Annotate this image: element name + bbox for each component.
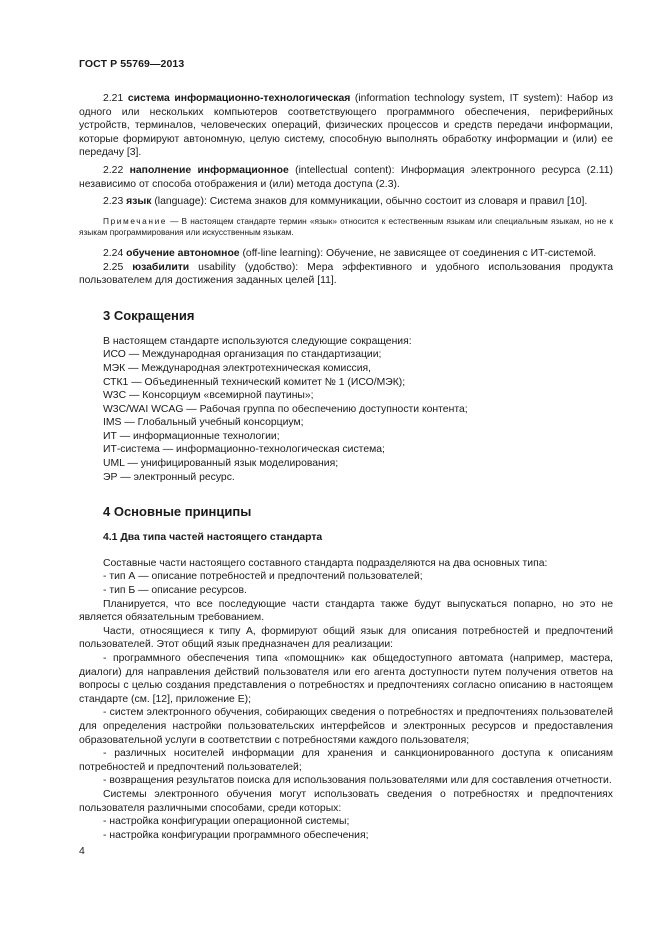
- abbreviation-item: ИТ-система — информационно-технологическая система;: [103, 444, 385, 456]
- paragraph: Части, относящиеся к типу А, формируют общий язык для описания потребностей и предпочтений пользователей. Этот общий язык предназначен для реализации:: [79, 625, 613, 651]
- definition-text: (off-line learning): Обучение, не зависящее от соединения с ИТ-системой.: [239, 247, 597, 259]
- definition-text: usability (удобство): Мера эффективного и удобного использования продукта пользователем для достижения заданных целей [11].: [79, 261, 614, 287]
- list-item: - программного обеспечения типа «помощник» как общедоступного автомата (например, мастера, диалоги) для направления действий пользователя или его агента доступности путем получения ответов на вопросы с целью создания представления о потребностях и предпочтениях согласно описанию в настоящем стандарте (см. [12], приложение Е);: [79, 653, 613, 705]
- clause-number: 2.25: [103, 261, 124, 273]
- subsection-4-1-heading: 4.1 Два типа частей настоящего стандарта: [103, 532, 323, 544]
- definition-2-25: [79, 261, 613, 288]
- definition-2-21: [79, 92, 613, 160]
- abbreviation-item: W3C — Консорциум «всемирной паутины»;: [103, 390, 314, 402]
- list-item: - систем электронного обучения, собирающих сведения о потребностях и предпочтениях пользователей для определения настройки пользовательских интерфейсов и электронных ресурсов и предоставления образовательной услуги в соответствии с потребностями каждого пользователя;: [79, 707, 613, 746]
- definition-2-23: [79, 195, 613, 209]
- abbreviation-item: ЭР — электронный ресурс.: [103, 471, 235, 483]
- term: система информационно-технологическая: [127, 93, 351, 104]
- list-item: - тип А — описание потребностей и предпочтений пользователей;: [103, 571, 423, 583]
- list-item: - настройка конфигурации программного обеспечения;: [103, 829, 369, 841]
- clause-number: 2.22: [103, 164, 124, 176]
- abbreviation-item: ИТ — информационные технологии;: [103, 430, 280, 442]
- abbreviations-intro: В настоящем стандарте используются следующие сокращения:: [103, 335, 412, 347]
- abbreviation-item: СТК1 — Объединенный технический комитет № 1 (ИСО/МЭК);: [103, 376, 406, 388]
- document-header: ГОСТ Р 55769—2013: [79, 58, 185, 70]
- clause-number: 2.21: [103, 93, 124, 104]
- clause-number: 2.23: [103, 196, 124, 208]
- abbreviations-list: [79, 335, 613, 485]
- list-item: - различных носителей информации для хранения и санкционированного доступа к описаниям потребностей и предпочтений пользователей;: [79, 748, 613, 773]
- note-text: — В настоящем стандарте термин «язык» относится к естественным языкам или специальным языкам, но не к языкам программирования или искусственным языкам.: [79, 215, 613, 238]
- abbreviation-item: ИСО — Международная организация по стандартизации;: [103, 349, 382, 361]
- note: [79, 216, 613, 239]
- definition-2-24: [79, 247, 613, 261]
- abbreviation-item: UML — унифицированный язык моделирования;: [103, 458, 339, 470]
- paragraph: Системы электронного обучения могут использовать сведения о потребностях и предпочтениях пользователя различными способами, среди которых:: [79, 788, 613, 814]
- definition-text: (language): Система знаков для коммуникации, обычно состоит из словаря и правил [10].: [151, 196, 588, 208]
- paragraph: Составные части настоящего составного стандарта подразделяются на два основных типа:: [103, 557, 548, 569]
- page-number: 4: [79, 846, 85, 857]
- clause-number: 2.24: [103, 247, 124, 259]
- abbreviation-item: МЭК — Международная электротехническая комиссия,: [103, 362, 372, 374]
- definition-2-22: [79, 164, 613, 191]
- page-content: [79, 92, 613, 842]
- term: язык: [126, 196, 152, 208]
- term: обучение автономное: [126, 247, 240, 259]
- term: наполнение информационное: [129, 164, 289, 176]
- term: юзабилити: [132, 261, 190, 273]
- section-4-heading: 4 Основные принципы: [103, 504, 252, 520]
- definition-text: (information technology system, IT system): Набор из одного или нескольких компьютеров соответствующего программного обеспечения, периферийных устройств, терминалов, человеческих операций, физических процессов и средств передачи информации, которые формируют автономную, целую систему, способную выполнять обработку информации и (или) ее передачу [3].: [79, 93, 614, 159]
- list-item: - возвращения результатов поиска для использования пользователями или для составления отчетности.: [103, 775, 612, 787]
- abbreviation-item: W3C/WAI WCAG — Рабочая группа по обеспечению доступности контента;: [103, 403, 468, 415]
- list-item: - тип Б — описание ресурсов.: [103, 585, 247, 597]
- paragraph: Планируется, что все последующие части стандарта также будут выпускаться попарно, но это не является обязательным требованием.: [79, 598, 613, 624]
- section-3-heading: 3 Сокращения: [103, 307, 195, 323]
- note-label: Примечание: [103, 215, 168, 226]
- list-item: - настройка конфигурации операционной системы;: [103, 816, 350, 828]
- abbreviation-item: IMS — Глобальный учебный консорциум;: [103, 417, 304, 429]
- definition-text: (intellectual content): Информация электронного ресурса (2.11) независимо от способа отображения и (или) метода доступа (2.3).: [79, 164, 614, 190]
